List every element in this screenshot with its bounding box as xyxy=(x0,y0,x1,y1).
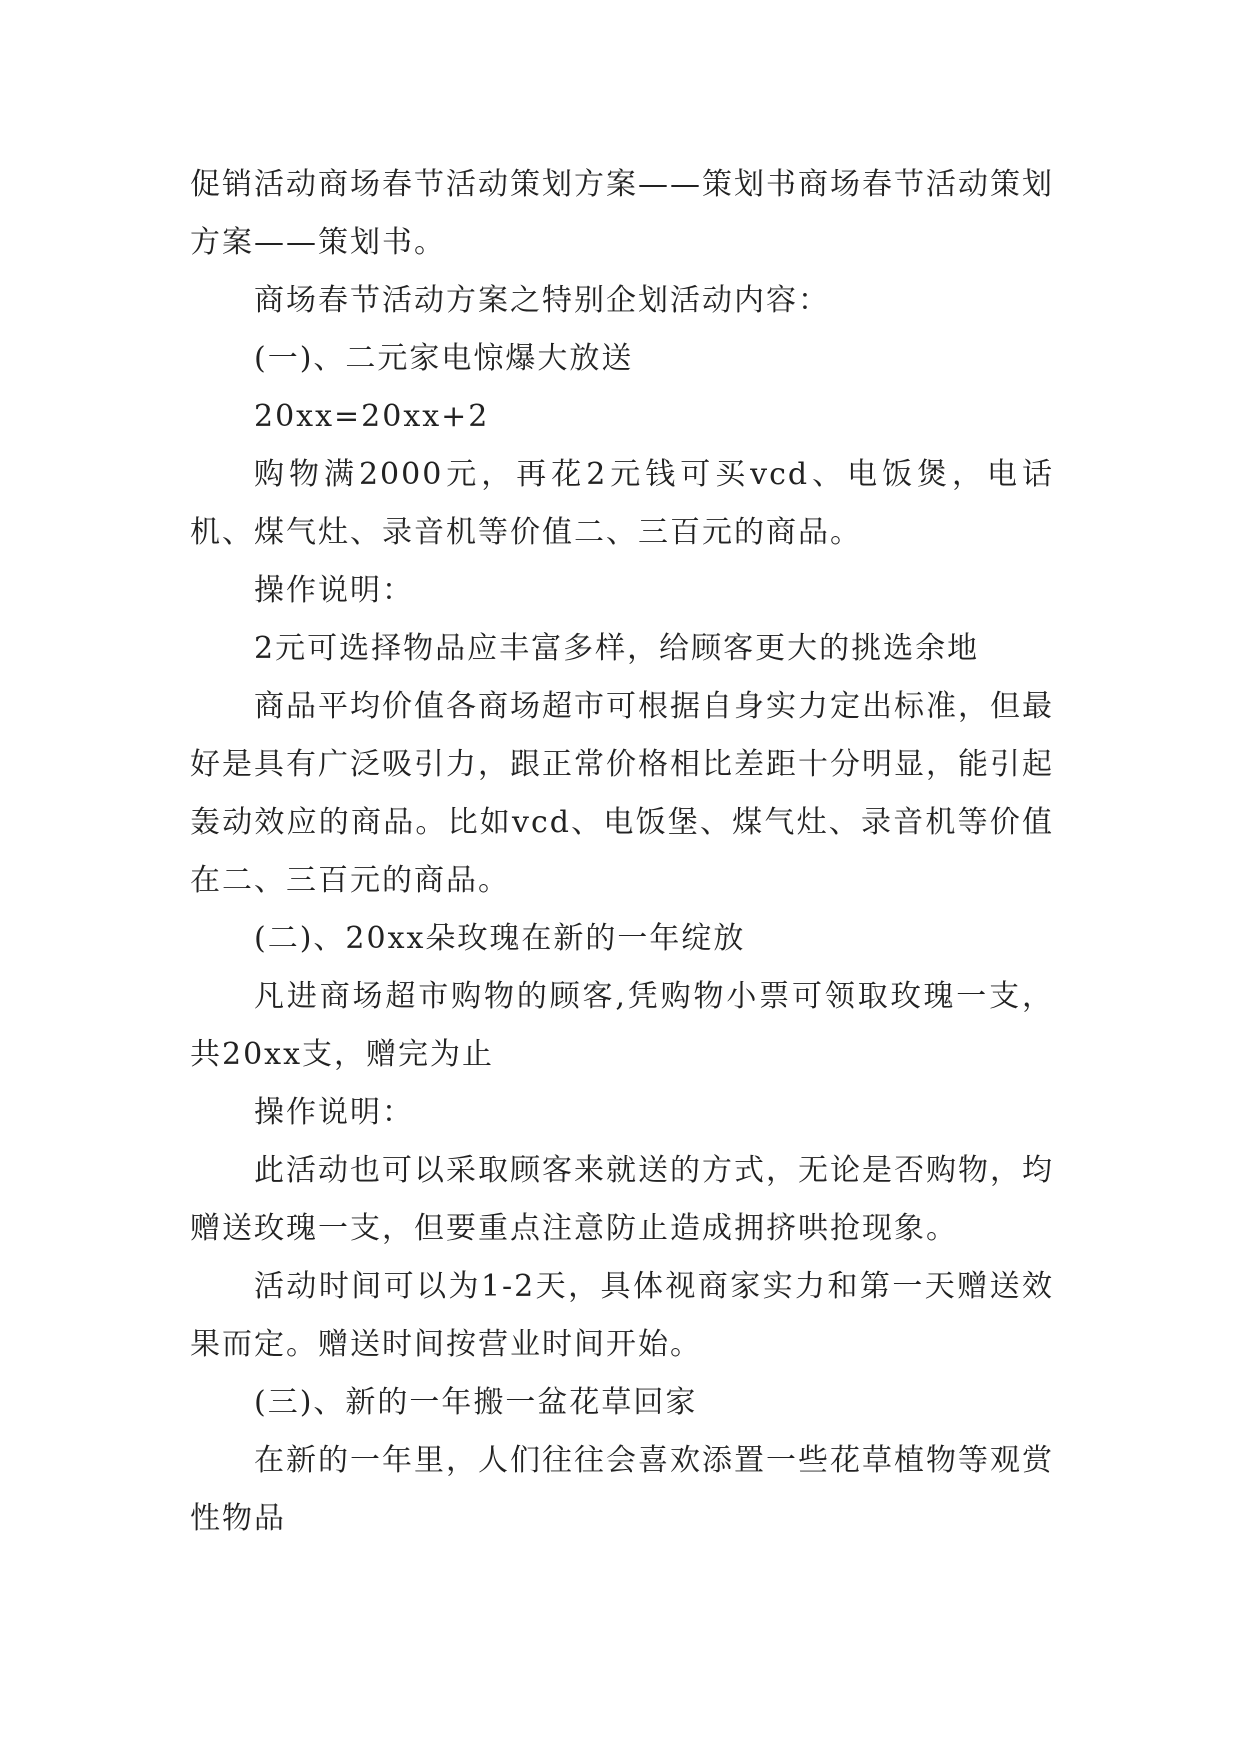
body-paragraph: 购物满2000元，再花2元钱可买vcd、电饭煲，电话机、煤气灶、录音机等价值二、三百元的商品。 xyxy=(190,457,1054,550)
body-paragraph: 商品平均价值各商场超市可根据自身实力定出标准，但最好是具有广泛吸引力，跟正常价格相比差距十分明显，能引起轰动效应的商品。比如vcd、电饭堡、煤气灶、录音机等价值在二、三百元的商品。 xyxy=(190,689,1054,898)
section-heading-plan-content: 商场春节活动方案之特别企划活动内容： xyxy=(254,283,830,318)
body-paragraph: 凡进商场超市购物的顾客,凭购物小票可领取玫瑰一支，共20xx支，赠完为止 xyxy=(190,979,1054,1072)
intro-paragraph: 促销活动商场春节活动策划方案——策划书商场春节活动策划方案——策划书。 xyxy=(190,167,1054,260)
section-heading-three: (三)、新的一年搬一盆花草回家 xyxy=(254,1385,698,1420)
section-heading-one: (一)、二元家电惊爆大放送 xyxy=(254,341,634,376)
body-paragraph: 2元可选择物品应丰富多样，给顾客更大的挑选余地 xyxy=(254,631,980,666)
body-paragraph: 活动时间可以为1-2天，具体视商家实力和第一天赠送效果而定。赠送时间按营业时间开始。 xyxy=(190,1269,1054,1362)
formula-line: 20xx=20xx+2 xyxy=(254,399,490,434)
document-body xyxy=(190,156,1054,1548)
operation-note-label: 操作说明： xyxy=(254,573,414,608)
section-heading-two: (二)、20xx朵玫瑰在新的一年绽放 xyxy=(254,921,746,956)
body-paragraph: 在新的一年里，人们往往会喜欢添置一些花草植物等观赏性物品 xyxy=(190,1443,1054,1536)
body-paragraph: 此活动也可以采取顾客来就送的方式，无论是否购物，均赠送玫瑰一支，但要重点注意防止造成拥挤哄抢现象。 xyxy=(190,1153,1054,1246)
operation-note-label: 操作说明： xyxy=(254,1095,414,1130)
